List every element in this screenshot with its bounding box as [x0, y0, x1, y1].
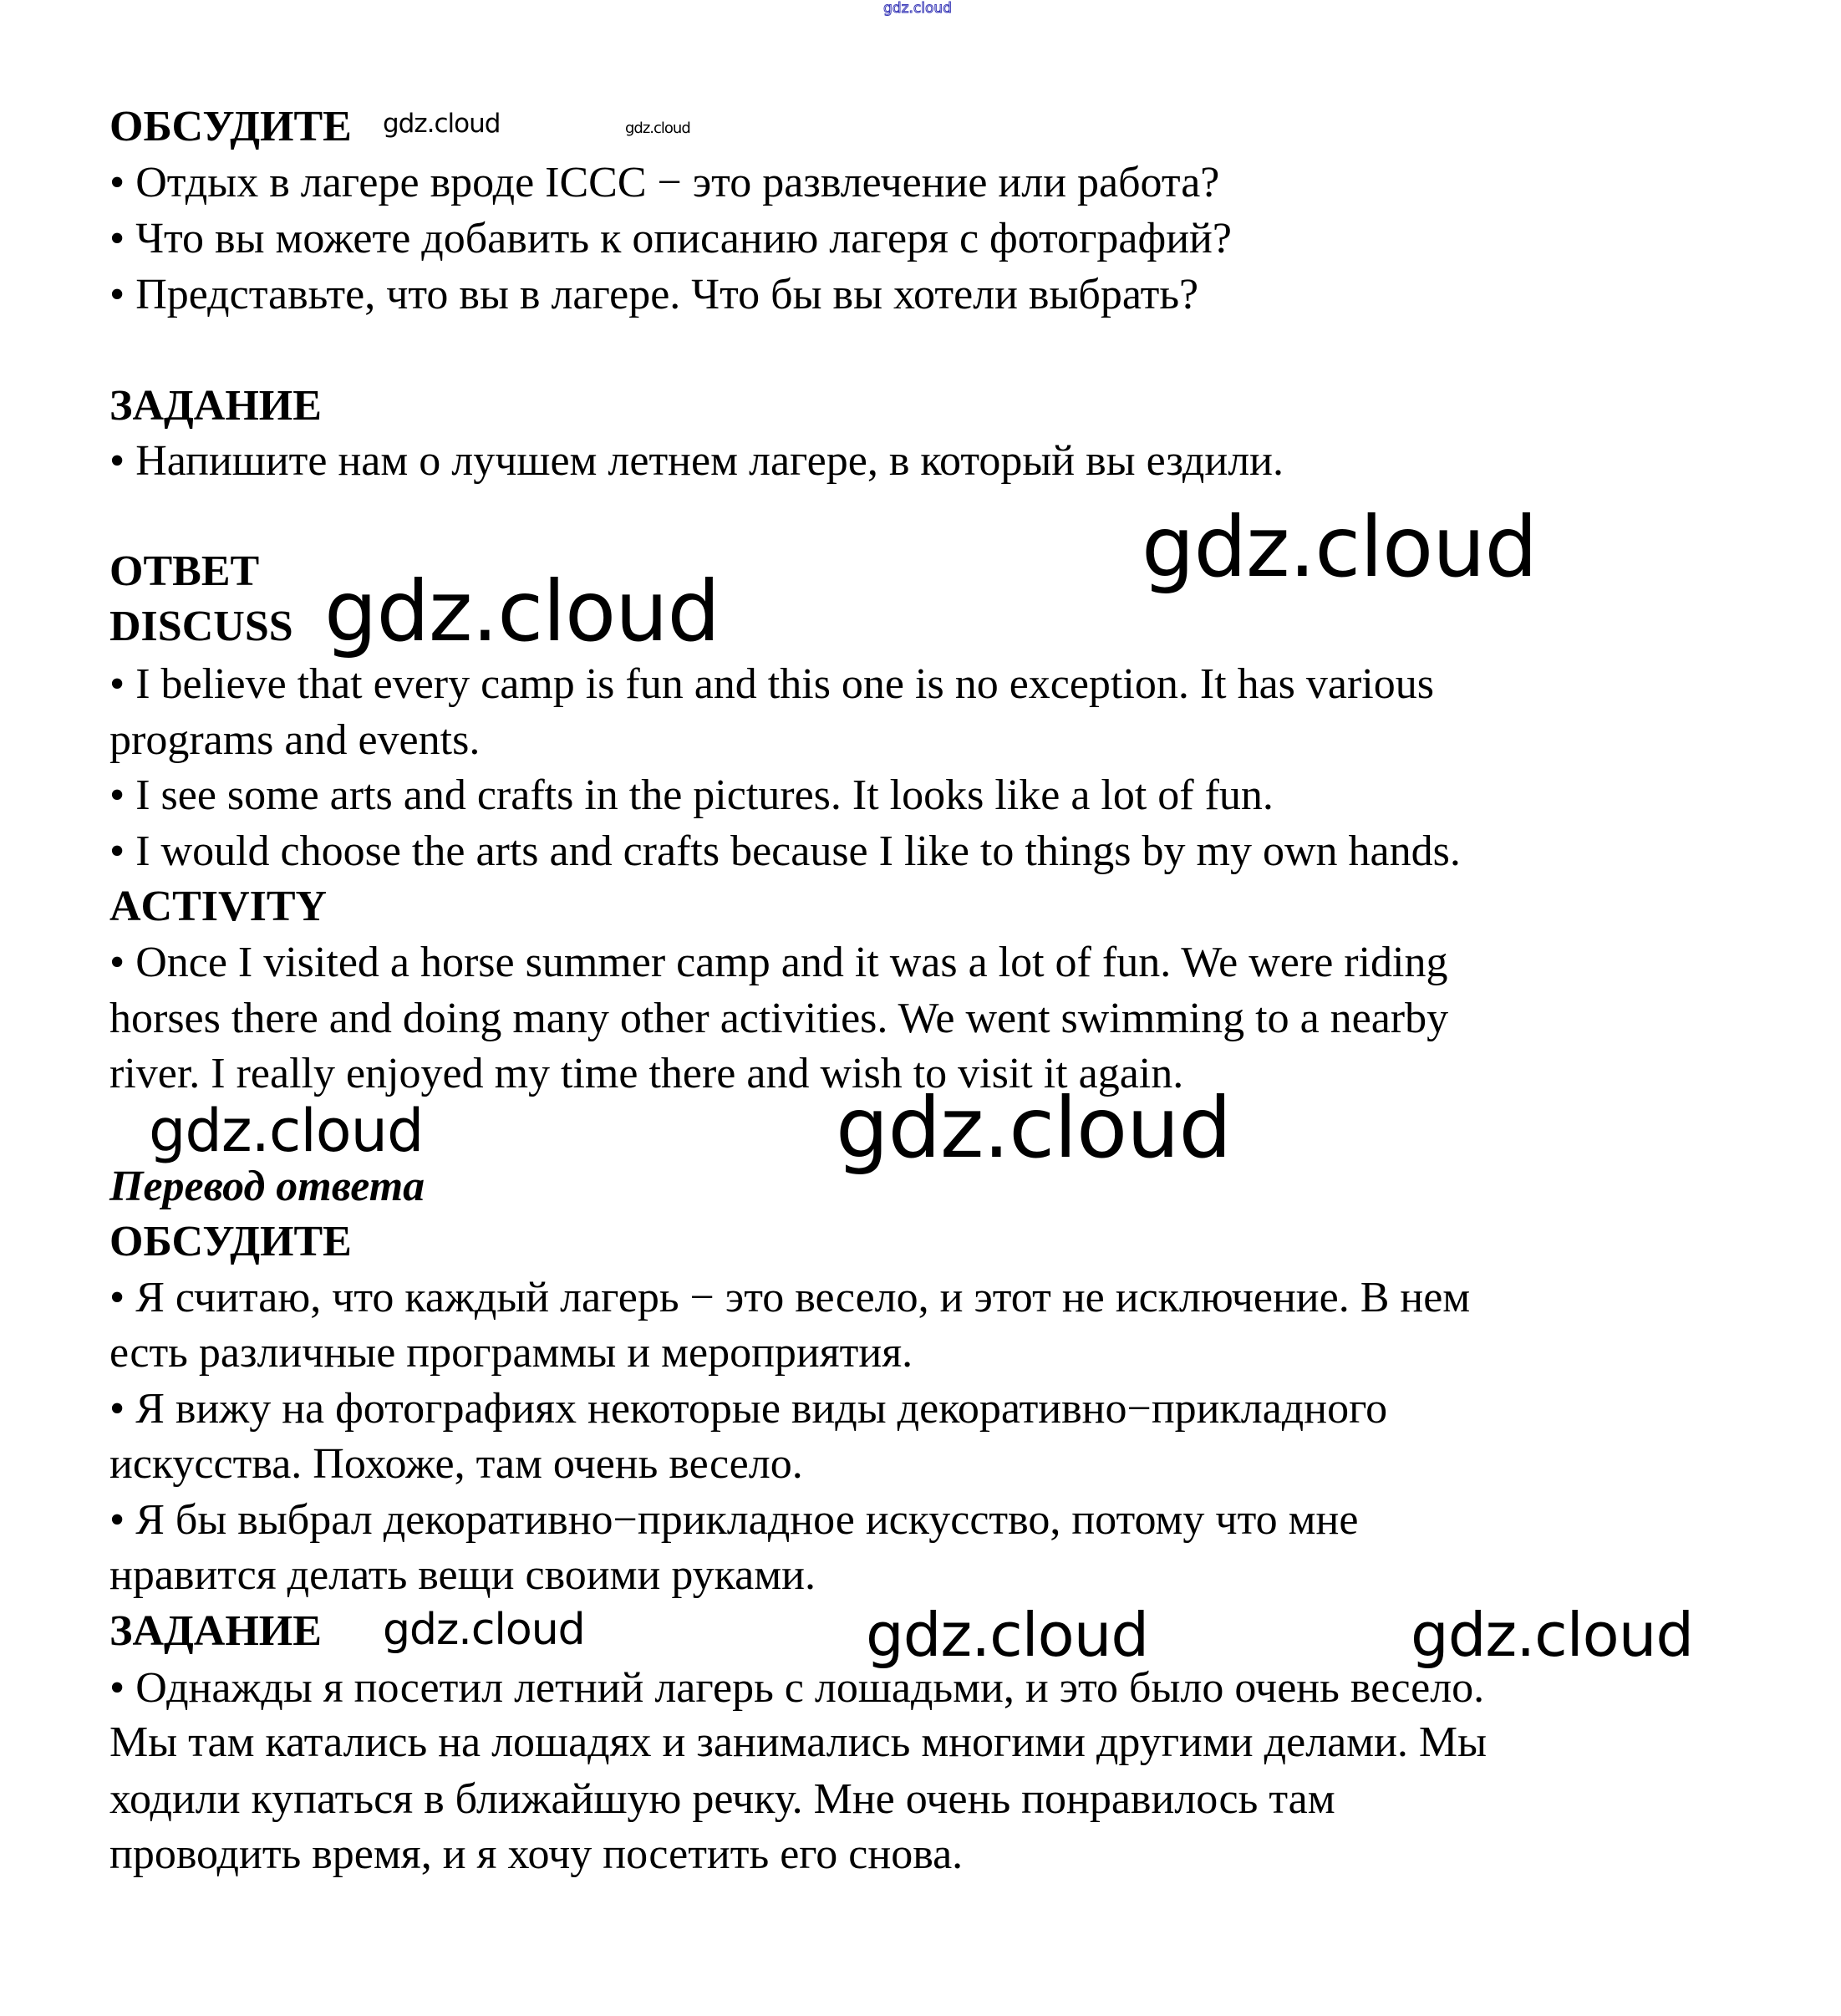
translation-task-line: проводить время, и я хочу посетить его снова.	[109, 1830, 964, 1878]
translation-discuss-heading: ОБСУДИТЕ	[109, 1218, 352, 1265]
translation-discuss-line: нравится делать вещи своими руками.	[109, 1551, 816, 1599]
watermark: gdz.cloud	[383, 1605, 585, 1655]
answer-discuss-heading: DISCUSS	[109, 603, 293, 650]
task-heading-ru: ЗАДАНИЕ	[109, 382, 322, 430]
translation-discuss-line: • Я бы выбрал декоративно−прикладное искусство, потому что мне	[109, 1496, 1359, 1544]
translation-task-line: Мы там катались на лошадях и занимались многими другими делами. Мы	[109, 1718, 1488, 1766]
watermark: gdz.cloud	[625, 120, 690, 137]
task-item: • Напишите нам о лучшем летнем лагере, в который вы ездили.	[109, 437, 1284, 485]
answer-discuss-line: • I would choose the arts and crafts because I like to things by my own hands.	[109, 827, 1461, 875]
watermark: gdz.cloud	[324, 563, 720, 660]
translation-heading: Перевод ответа	[109, 1163, 425, 1210]
activity-heading: ACTIVITY	[109, 883, 328, 930]
answer-discuss-line: • I see some arts and crafts in the pictures. It looks like a lot of fun.	[109, 771, 1274, 819]
activity-line: horses there and doing many other activities. We went swimming to a nearby	[109, 995, 1449, 1042]
discuss-heading-ru: ОБСУДИТЕ	[109, 103, 352, 150]
watermark: gdz.cloud	[149, 1097, 424, 1165]
answer-discuss-line: • I believe that every camp is fun and this one is no exception. It has various	[109, 660, 1434, 708]
translation-task-line: • Однажды я посетил летний лагерь с лошадьми, и это было очень весело.	[109, 1664, 1485, 1712]
answer-discuss-line: programs and events.	[109, 716, 481, 764]
translation-task-heading: ЗАДАНИЕ	[109, 1607, 322, 1655]
translation-discuss-line: • Я считаю, что каждый лагерь − это весело, и этот не исключение. В нем	[109, 1274, 1471, 1321]
question-item: • Отдых в лагере вроде ICCC − это развлечение или работа?	[109, 159, 1220, 206]
answer-heading: ОТВЕТ	[109, 547, 260, 595]
question-item: • Что вы можете добавить к описанию лагеря с фотографий?	[109, 215, 1232, 262]
watermark: gdz.cloud	[836, 1079, 1232, 1177]
question-item: • Представьте, что вы в лагере. Что бы вы хотели выбрать?	[109, 271, 1199, 318]
watermark: gdz.cloud	[383, 109, 501, 139]
translation-task-line: ходили купаться в ближайшую речку. Мне очень понравилось там	[109, 1775, 1335, 1823]
activity-line: river. I really enjoyed my time there and wish to visit it again.	[109, 1050, 1184, 1097]
watermark: gdz.cloud	[866, 1600, 1149, 1670]
watermark-top: gdz.cloud	[883, 0, 952, 17]
translation-discuss-line: искусства. Похоже, там очень весело.	[109, 1440, 803, 1488]
watermark: gdz.cloud	[1411, 1600, 1694, 1670]
watermark: gdz.cloud	[1142, 498, 1538, 596]
activity-line: • Once I visited a horse summer camp and it was a lot of fun. We were riding	[109, 939, 1448, 986]
translation-discuss-line: • Я вижу на фотографиях некоторые виды декоративно−прикладного	[109, 1385, 1388, 1433]
translation-discuss-line: есть различные программы и мероприятия.	[109, 1329, 913, 1377]
